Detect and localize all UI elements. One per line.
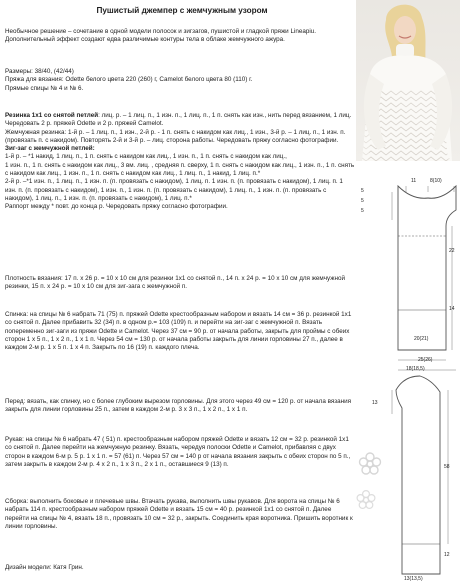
zigzag-line-1: 1-й р. – *1 накид, 1 лиц. п., 1 п. снять с накидом как лиц., 1 изн. п., 1 п. снять с накидом как лиц., [5,153,287,161]
sizes-text: Размеры: 38/40, (42/44) [5,68,74,75]
dim-11: 11 [411,178,417,184]
intro-text: Необычное решение – сочетание в одной модели полосок и зигзагов, пушистой и гладкой пряжи Lineapiu. Дополнительный эффект создают едва различимые контуры тела в облаке жемчужного ажура. [5,28,317,44]
assembly-text: Сборка: выполнить боковые и плечевые швы. Втачать рукава, выполнить швы рукавов. Для ворота на спицы № 6 набрать 114 п. крестообразным набором пряжей Odette и вязать 15 см = 40 р. резинкой 1x1 со снятой п. Далее перейти на спицы № 4, вязать 18 п., провязать 10 см = 32 р., закрыть. Соединить края воротника. Пришить воротник к линии горловины. [5,498,353,530]
dim-20-21: 20(21) [414,336,429,342]
needles-text: Прямые спицы № 4 и № 6. [5,84,84,92]
density-text: Плотность вязания: 17 п. х 26 р. = 10 х 10 см для резинки 1x1 со снятой п., 14 п. х 24 р. = 10 х 10 см для жемчужной резинки, 15 п. х 24 р. = 10 х 10 см для зиг-зага с жемчужной п. [5,275,345,291]
lace-flower-icon [360,453,381,474]
front-text: Перед: вязать, как спинку, но с более глубоким вырезом горловины. Для этого через 49 см = 120 р. от начала вязания закрыть для линии горловины 25 п., затем в каждом 2-м р. 3 x 3 п., 1 x 2 п., 1 x 1 п. [5,398,352,414]
dim-25-26: 25(26) [418,357,433,363]
dim-5b: 5 [361,198,364,204]
lace-flower-icon [357,491,375,509]
article-title: Пушистый джемпер с жемчужным узором [96,6,268,15]
pearl-pattern: Жемчужная резинка: 1-й р. – 1 лиц. п., 1 изн., 2-й р. - 1 п. снять с накидом как лиц., 1 изн., 3-й р. – 1 лиц. п., 1 изн. п. (провязать п. с накидом). Повторять 2-й и 3-й р. – лиц. сторона работы. Чередовать пряжу согласно фотографии. [5,128,346,144]
dim-13: 13 [372,400,378,406]
dim-8-10: 8(10) [430,178,442,184]
zigzag-line-3: 2-й р. –*1 изн. п., 1 лиц. п., 1 изн. п. (п. провязать с накидом), 1 лиц. п. 1 изн. п. (п. провязать с накидом), 1 лиц. п. 1 изн. п. (п. провязать с накидом), 1 изн. п., 1 изн. п. (п. провязать с накидом), 1 лиц. п., 1 изн. п. (п. провязать с накидом), 1 лиц. п., 1 изн. п. (п. провязать с накидом), 1 лиц. п.* [5,178,343,202]
model-photo [356,0,460,161]
yarn-text: Пряжа для вязания: Odette белого цвета 220 (260) г, Camelot белого цвета 80 (110) г. [5,76,253,84]
dim-12: 12 [444,552,450,558]
zigzag-heading: Зиг-заг с жемчужной петлей: [5,145,95,153]
dim-5c: 5 [361,208,364,214]
model-illustration [356,0,460,161]
dim-13-13-5: 13(13,5) [404,576,423,582]
body-outline [392,186,456,370]
patterns-block [5,112,355,212]
dim-22: 22 [449,248,455,254]
sleeve-text: Рукав: на спицы № 6 набрать 47 ( 51) п. крестообразным набором пряжей Odette и вязать 12 см = 32 р. резинкой 1x1 со снятой п. Далее перейти на жемчужную резинку. Вязать, чередуя полоски Odette и Camelot, прибавляя с двух сторон в каждом 6-м р. 5 р. 1 x 1 п. = 57 (61) п. Через 57 см = 140 р от начала вязания закрыть с обеих сторон по 5 п., затем закрыть в каждом 2-м р. 4 x 2 п., 1 x 3 п., 2 x 1 п., оставшиеся 9 (13) п. [5,436,351,468]
dim-58: 58 [444,464,450,470]
pattern-schematic [356,164,460,582]
rib-pattern: Резинка 1x1 со снятой петлей: лиц. р. – 1 лиц. п., 1 изн. п., 1 лиц. п., 1 п. снять как изн., нить перед вязанием, 1 лиц. Чередовать 2 р. пряжей Odette и 2 р. пряжей Camelot. [5,112,352,128]
dim-14: 14 [449,306,455,312]
designer-credit: Дизайн модели: Катя Грин. [5,564,84,571]
sleeve-outline [392,376,448,574]
schematic-svg [356,164,460,582]
zigzag-line-2: 1 изн. п., 1 п. снять с накидом как лиц., 3 вм. лиц. , средняя п. сверху, 1 п. снять с накидом как лиц., 1 изн. п., 1 п. снять с накидом как лиц., 1 изн. п., 1 п. снять с накидом как лиц., 1 лиц. п., 1 накид, 1 лиц. п.* [5,161,355,178]
zigzag-line-4: Раппорт между * повт. до конца р. Чередовать пряжу согласно фотографии. [5,203,228,211]
materials-block [5,68,355,93]
dim-5a: 5 [361,188,364,194]
rib-heading: Резинка 1x1 со снятой петлей [5,112,99,119]
dim-18: 18(18,5) [406,366,425,372]
back-text: Спинка: на спицы № 6 набрать 71 (75) п. пряжей Odette крестообразным набором и вязать 14 см = 36 р. резинкой 1x1 со снятой п. Далее прибавить 32 (34) п. в одном р.= 103 (109) п. и перейти на зиг-заг с жемчужной п. Вязать попеременно зиг-заги из пряжи Odette и Camelot. Через 37 см = 90 р. от начала работы, закрыть для проймы с обеих сторон 1 x 5 п., 1 x 2 п., 1 x 1 п. Через 54 см = 130 р. от начала работы закрыть для линии горловины 27 п., далее в каждом 2-м р. 1 x 5 п. 1 x 4 п. Закрыть по 16 (19) п. каждого плеча. [5,311,352,352]
